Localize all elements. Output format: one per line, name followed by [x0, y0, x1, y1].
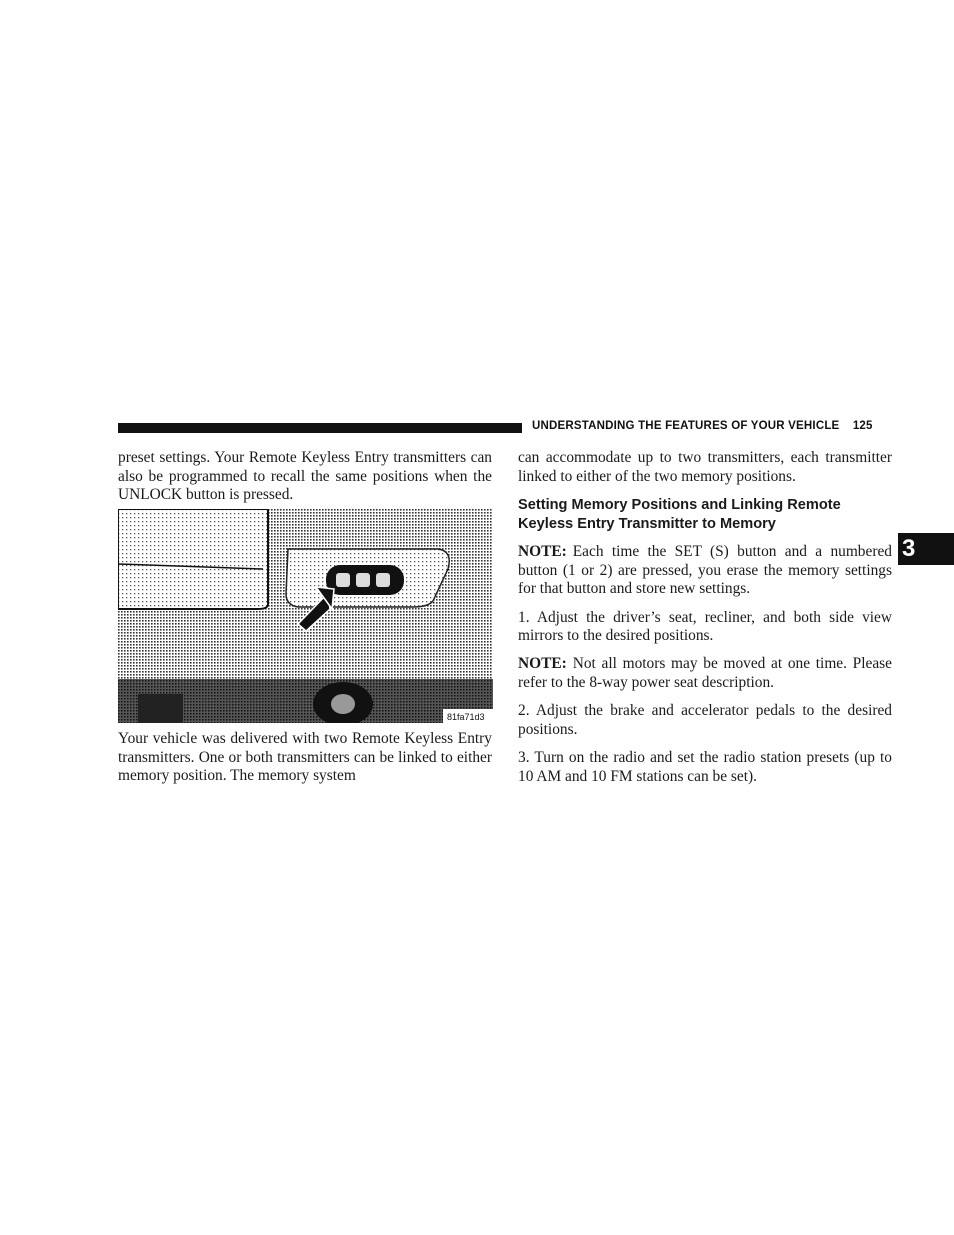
section-heading: Setting Memory Positions and Linking Remote Keyless Entry Transmitter to Memory: [518, 496, 841, 532]
right-column: [518, 449, 892, 796]
step-3: 3. Turn on the radio and set the radio station presets (up to 10 AM and 10 FM stations can be set).: [518, 749, 892, 785]
step-1: 1. Adjust the driver’s seat, recliner, and both side view mirrors to the desired positions.: [518, 608, 892, 645]
note-2: [518, 655, 892, 692]
page-number: 125: [852, 420, 873, 432]
figure-id-label: 81fa71d3: [447, 712, 485, 722]
step-2: 2. Adjust the brake and accelerator pedals to the desired positions.: [518, 702, 892, 739]
note-2-text: Not all motors may be moved at one time. Please refer to the 8-way power seat description.: [518, 655, 892, 692]
left-paragraph-2: Your vehicle was delivered with two Remote Keyless Entry transmitters. One or both transmitters can be linked to either memory position. The memory system: [118, 730, 492, 785]
right-paragraph-1: can accommodate up to two transmitters, each transmitter linked to either of the two memory positions.: [518, 449, 892, 485]
header-title: UNDERSTANDING THE FEATURES OF YOUR VEHICLE: [532, 420, 840, 432]
left-paragraph-1: preset settings. Your Remote Keyless Entry transmitters can also be programmed to recall the same positions when the UNLOCK button is pressed.: [118, 449, 492, 504]
note-1-text: Each time the SET (S) button and a numbered button (1 or 2) are pressed, you erase the memory settings for that button and store new settings.: [518, 542, 892, 598]
header-rule: [118, 423, 522, 433]
memory-switch-figure: [118, 509, 493, 723]
running-header: [532, 420, 892, 432]
note-1-label: NOTE:: [518, 542, 567, 560]
note-1: [518, 543, 892, 599]
note-2-label: NOTE:: [518, 655, 567, 673]
left-column: [118, 449, 492, 505]
chapter-tab: 3: [898, 533, 954, 565]
